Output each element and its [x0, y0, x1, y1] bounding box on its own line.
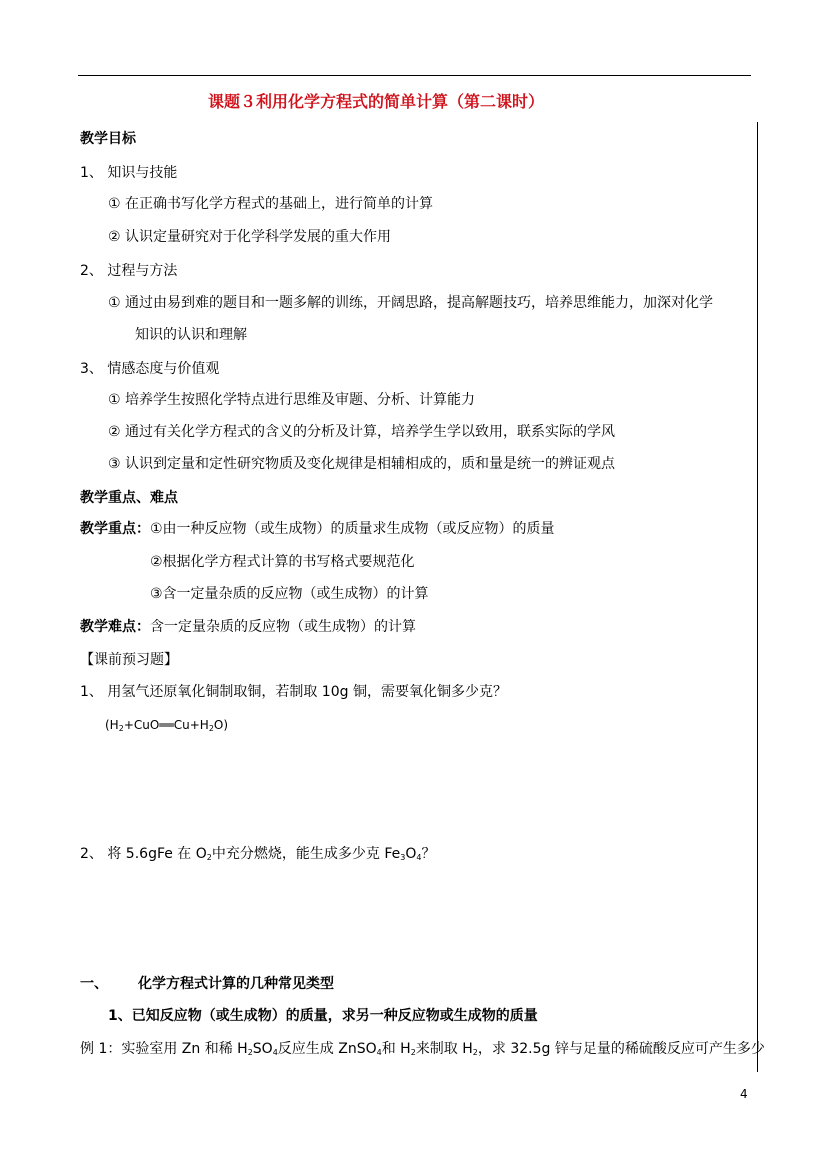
section-attitude: 3、 情感态度与价值观	[80, 361, 220, 377]
section-process: 2、 过程与方法	[80, 263, 178, 279]
key-points-label: 教学重点：	[80, 521, 150, 537]
preview-question-1-equation: $(H_2+CuO══Cu+H_2O)$	[105, 718, 229, 733]
example-1: 例 1：实验室用 Zn 和稀 $H_2SO_4$反应生成 ZnSO$_4$和 $H_2$来制取 $H_2$，求 32.5g 锌与足量的稀硫酸反应可产生多少	[80, 1041, 765, 1057]
knowledge-item-1: ① 在正确书写化学方程式的基础上，进行简单的计算	[108, 196, 433, 212]
page-number: 4	[740, 1087, 748, 1101]
key-point-1: ①由一种反应物（或生成物）的质量求生成物（或反应物）的质量	[150, 521, 555, 537]
preview-question-1: 1、 用氢气还原氧化铜制取铜，若制取 10g 铜，需要氧化铜多少克？	[80, 684, 507, 700]
attitude-item-1: ① 培养学生按照化学特点进行思维及审题、分析、计算能力	[108, 392, 475, 408]
key-points-line-1	[80, 520, 555, 538]
difficulty-text: 含一定量杂质的反应物（或生成物）的计算	[150, 619, 416, 635]
knowledge-item-2: ② 认识定量研究对于化学科学发展的重大作用	[108, 229, 391, 245]
section-1-number: 一、	[80, 976, 108, 992]
difficulty-label: 教学难点：	[80, 619, 150, 635]
attitude-item-2: ② 通过有关化学方程式的含义的分析及计算，培养学生学以致用，联系实际的学风	[108, 424, 615, 440]
subsection-1-title: 1、已知反应物（或生成物）的质量，求另一种反应物或生成物的质量	[108, 1008, 538, 1024]
process-item-1-line-2: 知识的认识和理解	[135, 327, 247, 343]
section-knowledge: 1、 知识与技能	[80, 165, 178, 181]
goals-heading: 教学目标	[80, 131, 136, 147]
preview-heading: 【课前预习题】	[80, 652, 178, 668]
preview-question-2: 2、 将 5.6gFe 在 $O_2$中充分燃烧，能生成多少克 $Fe_3O_4$？	[80, 846, 436, 862]
attitude-item-3: ③ 认识到定量和定性研究物质及变化规律是相辅相成的，质和量是统一的辨证观点	[108, 456, 615, 472]
section-1-title: 化学方程式计算的几种常见类型	[138, 976, 334, 992]
right-margin-rule	[757, 122, 758, 1072]
page-title: 课题３利用化学方程式的简单计算（第二课时）	[208, 92, 545, 111]
header-rule	[78, 75, 751, 76]
key-difficulty-heading: 教学重点、难点	[80, 490, 178, 506]
key-point-3: ③含一定量杂质的反应物（或生成物）的计算	[150, 586, 429, 602]
key-point-2: ②根据化学方程式计算的书写格式要规范化	[150, 554, 415, 570]
difficulty-line	[80, 618, 416, 636]
process-item-1-line-1: ① 通过由易到难的题目和一题多解的训练，开阔思路，提高解题技巧，培养思维能力，加深对化学	[108, 295, 713, 311]
